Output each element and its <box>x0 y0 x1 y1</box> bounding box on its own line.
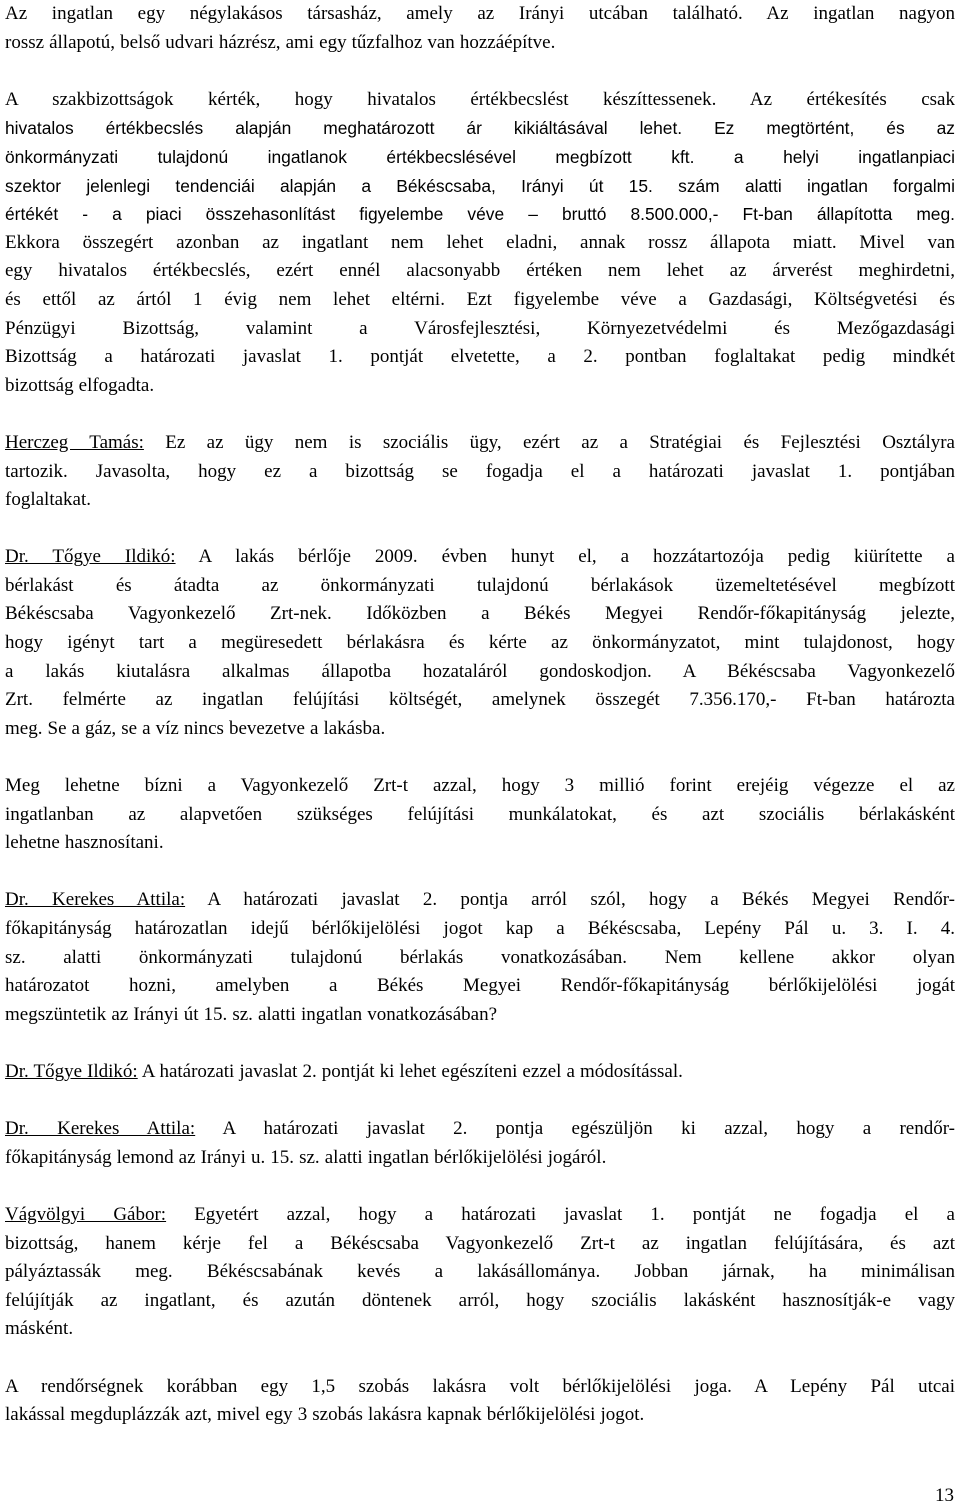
speaker-paragraph <box>5 1058 955 1087</box>
text-line <box>5 200 955 229</box>
text-line <box>5 829 955 858</box>
paragraph-gap <box>5 858 955 887</box>
speaker-name: Vágvölgyi Gábor: <box>5 1203 167 1225</box>
paragraph-gap <box>5 1344 955 1373</box>
line-text: foglaltakat. <box>5 489 91 511</box>
text-line <box>5 86 955 115</box>
line-text: önkormányzati tulajdonú ingatlanok értékbecslésével megbízott kft. a helyi ingatlanpiaci <box>5 146 955 167</box>
line-text: Egyetért azzal, hogy a határozati javaslat 1. pontját ne fogadja el a <box>166 1203 955 1225</box>
line-text: sz. alatti önkormányzati tulajdonú bérlakás vonatkozásában. Nem kellene akkor olyan <box>5 946 955 968</box>
line-text: bizottság, hanem kérje fel a Békéscsaba Vagyonkezelő Zrt-t az ingatlan felújítására, és azt <box>5 1232 955 1254</box>
text-line <box>5 658 955 687</box>
speaker-name: Herczeg Tamás: <box>5 431 144 453</box>
line-text: Ez az ügy nem is szociális ügy, ezért az a Stratégiai és Fejlesztési Osztályra <box>143 431 955 453</box>
paragraph-gap <box>5 1087 955 1116</box>
text-line <box>5 915 955 944</box>
text-line <box>5 686 955 715</box>
text-line <box>5 1258 955 1287</box>
text-line <box>5 543 955 572</box>
text-line <box>5 1401 955 1430</box>
line-text: értékét - a piaci összehasonlítást figyelembe véve – bruttó 8.500.000,- Ft-ban állapította meg. <box>5 204 955 225</box>
text-line <box>5 229 955 258</box>
text-line <box>5 944 955 973</box>
speaker-paragraph <box>5 1115 955 1172</box>
text-line <box>5 172 955 201</box>
text-line <box>5 114 955 143</box>
speaker-paragraph <box>5 429 955 515</box>
text-line <box>5 1058 955 1087</box>
line-text: Pénzügyi Bizottság, valamint a Városfejlesztési, Környezetvédelmi és Mezőgazdasági <box>5 317 955 339</box>
paragraph <box>5 1373 955 1430</box>
text-line <box>5 1201 955 1230</box>
speaker-paragraph <box>5 543 955 743</box>
line-text: A lakás bérlője 2009. évben hunyt el, a hozzátartozója pedig kiürítette a <box>175 546 955 568</box>
text-line <box>5 486 955 515</box>
text-line <box>5 143 955 172</box>
text-line <box>5 0 955 29</box>
speaker-paragraph <box>5 886 955 1029</box>
line-text: megszüntetik az Irányi út 15. sz. alatti ingatlan vonatkozásában? <box>5 1003 498 1025</box>
text-line <box>5 772 955 801</box>
line-text: és ettől az ártól 1 évig nem lehet eltérni. Ezt figyelembe véve a Gazdasági, Költségvetési és <box>5 288 955 310</box>
line-text: hogy igényt tart a megüresedett bérlakásra és kérte az önkormányzatot, mint tulajdonost, hogy <box>5 632 955 654</box>
text-line <box>5 715 955 744</box>
line-text: a lakás kiutalásra alkalmas állapotba hozataláról gondoskodjon. A Békéscsaba Vagyonkezelő <box>5 660 955 682</box>
line-text: Békéscsaba Vagyonkezelő Zrt-nek. Időközben a Békés Megyei Rendőr-főkapitányság jelezte, <box>5 603 955 625</box>
line-text: A szakbizottságok kérték, hogy hivatalos értékbecslést készíttessenek. Az értékesítés csak <box>5 88 955 110</box>
line-text: egy hivatalos értékbecslés, ezért ennél alacsonyabb értéken nem lehet az árverést meghirdetni, <box>5 260 955 282</box>
speaker-name: Dr. Tőgye Ildikó: <box>5 546 176 568</box>
text-line <box>5 29 955 58</box>
line-text: bérlakást és átadta az önkormányzati tulajdonú bérlakások üzemeltetésével megbízott <box>5 574 955 596</box>
speaker-name: Dr. Kerekes Attila: <box>5 1118 196 1140</box>
paragraph-gap <box>5 515 955 544</box>
text-line <box>5 972 955 1001</box>
line-text: Bizottság a határozati javaslat 1. pontját elvetette, a 2. pontban foglaltakat pedig mindkét <box>5 346 955 368</box>
text-line <box>5 572 955 601</box>
line-text: tartozik. Javasolta, hogy ez a bizottság se fogadja el a határozati javaslat 1. pontjában <box>5 460 955 482</box>
line-text: főkapitányság határozatlan idejű bérlőkijelölési jogot kap a Békéscsaba, Lepény Pál u. 3. I. 4. <box>5 918 955 939</box>
text-line <box>5 1315 955 1344</box>
text-line <box>5 343 955 372</box>
line-text: lehetne hasznosítani. <box>5 832 164 854</box>
text-line <box>5 315 955 344</box>
page-number: 13 <box>935 1485 954 1506</box>
text-line <box>5 600 955 629</box>
text-line <box>5 1144 955 1173</box>
speaker-paragraph <box>5 1201 955 1344</box>
paragraph <box>5 0 955 57</box>
line-text: főkapitányság lemond az Irányi u. 15. sz. alatti ingatlan bérlőkijelölési jogáról. <box>5 1146 607 1168</box>
line-text: meg. Se a gáz, se a víz nincs bevezetve a lakásba. <box>5 717 386 739</box>
speaker-name: Dr. Tőgye Ildikó: <box>5 1060 138 1082</box>
line-text: határozatot hozni, amelyben a Békés Megyei Rendőr-főkapitányság bérlőkijelölési jogát <box>5 975 955 997</box>
line-text: hivatalos értékbecslés alapján meghatározott ár kikiáltásával lehet. Ez megtörtént, és az <box>5 118 955 139</box>
text-line <box>5 1373 955 1402</box>
line-text: pályáztassák meg. Békéscsabának kevés a lakásállománya. Jobban járnak, ha minimálisan <box>5 1261 955 1283</box>
text-line <box>5 629 955 658</box>
text-line <box>5 1001 955 1030</box>
line-text: A határozati javaslat 2. pontja egészüljön ki azzal, hogy a rendőr- <box>195 1118 955 1140</box>
paragraph <box>5 86 955 401</box>
line-text: A határozati javaslat 2. pontját ki lehet egészíteni ezzel a módosítással. <box>137 1060 683 1082</box>
text-line <box>5 286 955 315</box>
line-text: Zrt. felmérte az ingatlan felújítási költségét, amelynek összegét 7.356.170,- Ft-ban határozta <box>5 689 955 711</box>
text-line <box>5 429 955 458</box>
line-text: másként. <box>5 1318 74 1340</box>
paragraph-gap <box>5 1172 955 1201</box>
speaker-name: Dr. Kerekes Attila: <box>5 889 186 911</box>
text-line <box>5 1287 955 1316</box>
paragraph-gap <box>5 400 955 429</box>
line-text: ingatlanban az alapvetően szükséges felújítási munkálatokat, és azt szociális bérlakásként <box>5 803 955 825</box>
line-text: Meg lehetne bízni a Vagyonkezelő Zrt-t azzal, hogy 3 millió forint erejéig végezze el az <box>5 775 955 797</box>
paragraph <box>5 772 955 858</box>
text-line <box>5 1115 955 1144</box>
line-text: Az ingatlan egy négylakásos társasház, amely az Irányi utcában található. Az ingatlan nagyon <box>5 3 955 24</box>
paragraph-gap <box>5 743 955 772</box>
line-text: lakással megduplázzák azt, mivel egy 3 szobás lakásra kapnak bérlőkijelölési jogot. <box>5 1404 645 1426</box>
paragraph-gap <box>5 1029 955 1058</box>
text-line <box>5 372 955 401</box>
line-text: Ekkora összegért azonban az ingatlant nem lehet eladni, annak rossz állapota miatt. Mivel van <box>5 231 955 253</box>
page-body <box>5 0 955 1430</box>
line-text: szektor jelenlegi tendenciái alapján a Békéscsaba, Irányi út 15. szám alatti ingatlan forgalmi <box>5 175 955 196</box>
line-text: bizottság elfogadta. <box>5 374 155 396</box>
text-line <box>5 801 955 830</box>
text-line <box>5 257 955 286</box>
line-text: A határozati javaslat 2. pontja arról szól, hogy a Békés Megyei Rendőr- <box>185 889 955 911</box>
text-line <box>5 1230 955 1259</box>
line-text: felújítják az ingatlant, és azután döntenek arról, hogy szociális lakásként hasznosítják-e vagy <box>5 1289 955 1311</box>
paragraph-gap <box>5 57 955 86</box>
text-line <box>5 458 955 487</box>
line-text: rossz állapotú, belső udvari házrész, ami egy tűzfalhoz van hozzáépítve. <box>5 31 556 53</box>
text-line <box>5 886 955 915</box>
line-text: A rendőrségnek korábban egy 1,5 szobás lakásra volt bérlőkijelölési joga. A Lepény Pál utcai <box>5 1375 955 1397</box>
